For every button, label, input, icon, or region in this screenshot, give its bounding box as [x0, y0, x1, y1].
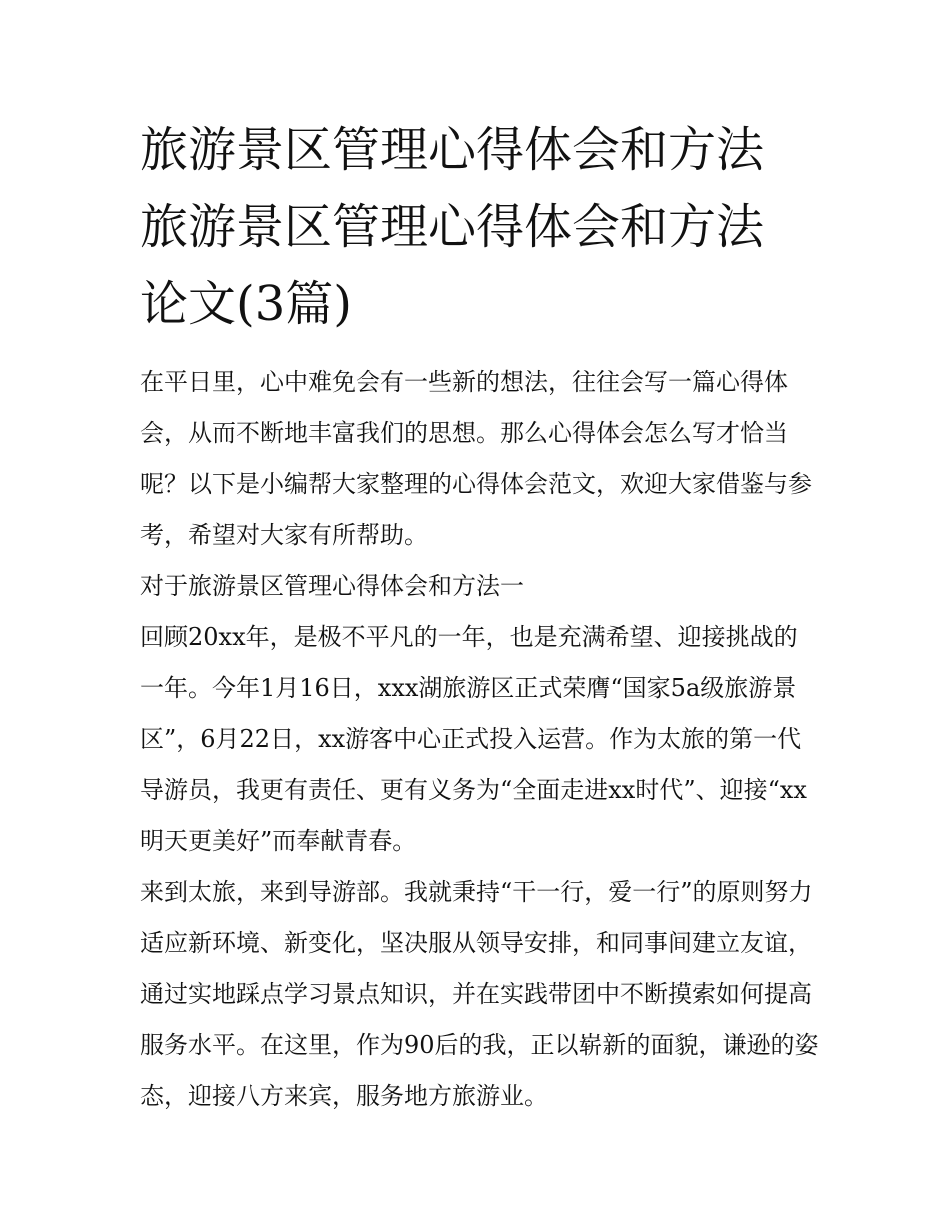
title-line-2: 旅游景区管理心得体会和方法 — [140, 199, 765, 255]
document-title — [140, 112, 820, 343]
section-heading: 对于旅游景区管理心得体会和方法一 — [140, 572, 524, 600]
body-paragraph-1: 回顾20xx年，是极不平凡的一年，也是充满希望、迎接挑战的一年。今年1月16日，xxx湖旅游区正式荣膺“国家5a级旅游景区”，6月22日，xx游客中心正式投入运营。作为太旅的第一代导游员，我更有责任、更有义务为“全面走进xx时代”、迎接“xx明天更美好”而奉献青春。 — [140, 623, 807, 855]
title-line-3: 论文(3篇) — [140, 276, 352, 332]
body-paragraph-2: 来到太旅，来到导游部。我就秉持“干一行，爱一行”的原则努力适应新环境、新变化，坚决服从领导安排，和同事间建立友谊，通过实地踩点学习景点知识，并在实践带团中不断摸索如何提高服务水平。在这里，作为90后的我，正以崭新的面貌，谦逊的姿态，迎接八方来宾，服务地方旅游业。 — [140, 878, 819, 1110]
document-page — [140, 112, 820, 1122]
title-line-1: 旅游景区管理心得体会和方法 — [140, 122, 765, 178]
intro-paragraph: 在平日里，心中难免会有一些新的想法，往往会写一篇心得体会，从而不断地丰富我们的思想。那么心得体会怎么写才恰当呢？以下是小编帮大家整理的心得体会范文，欢迎大家借鉴与参考，希望对大家有所帮助。 — [140, 368, 812, 549]
